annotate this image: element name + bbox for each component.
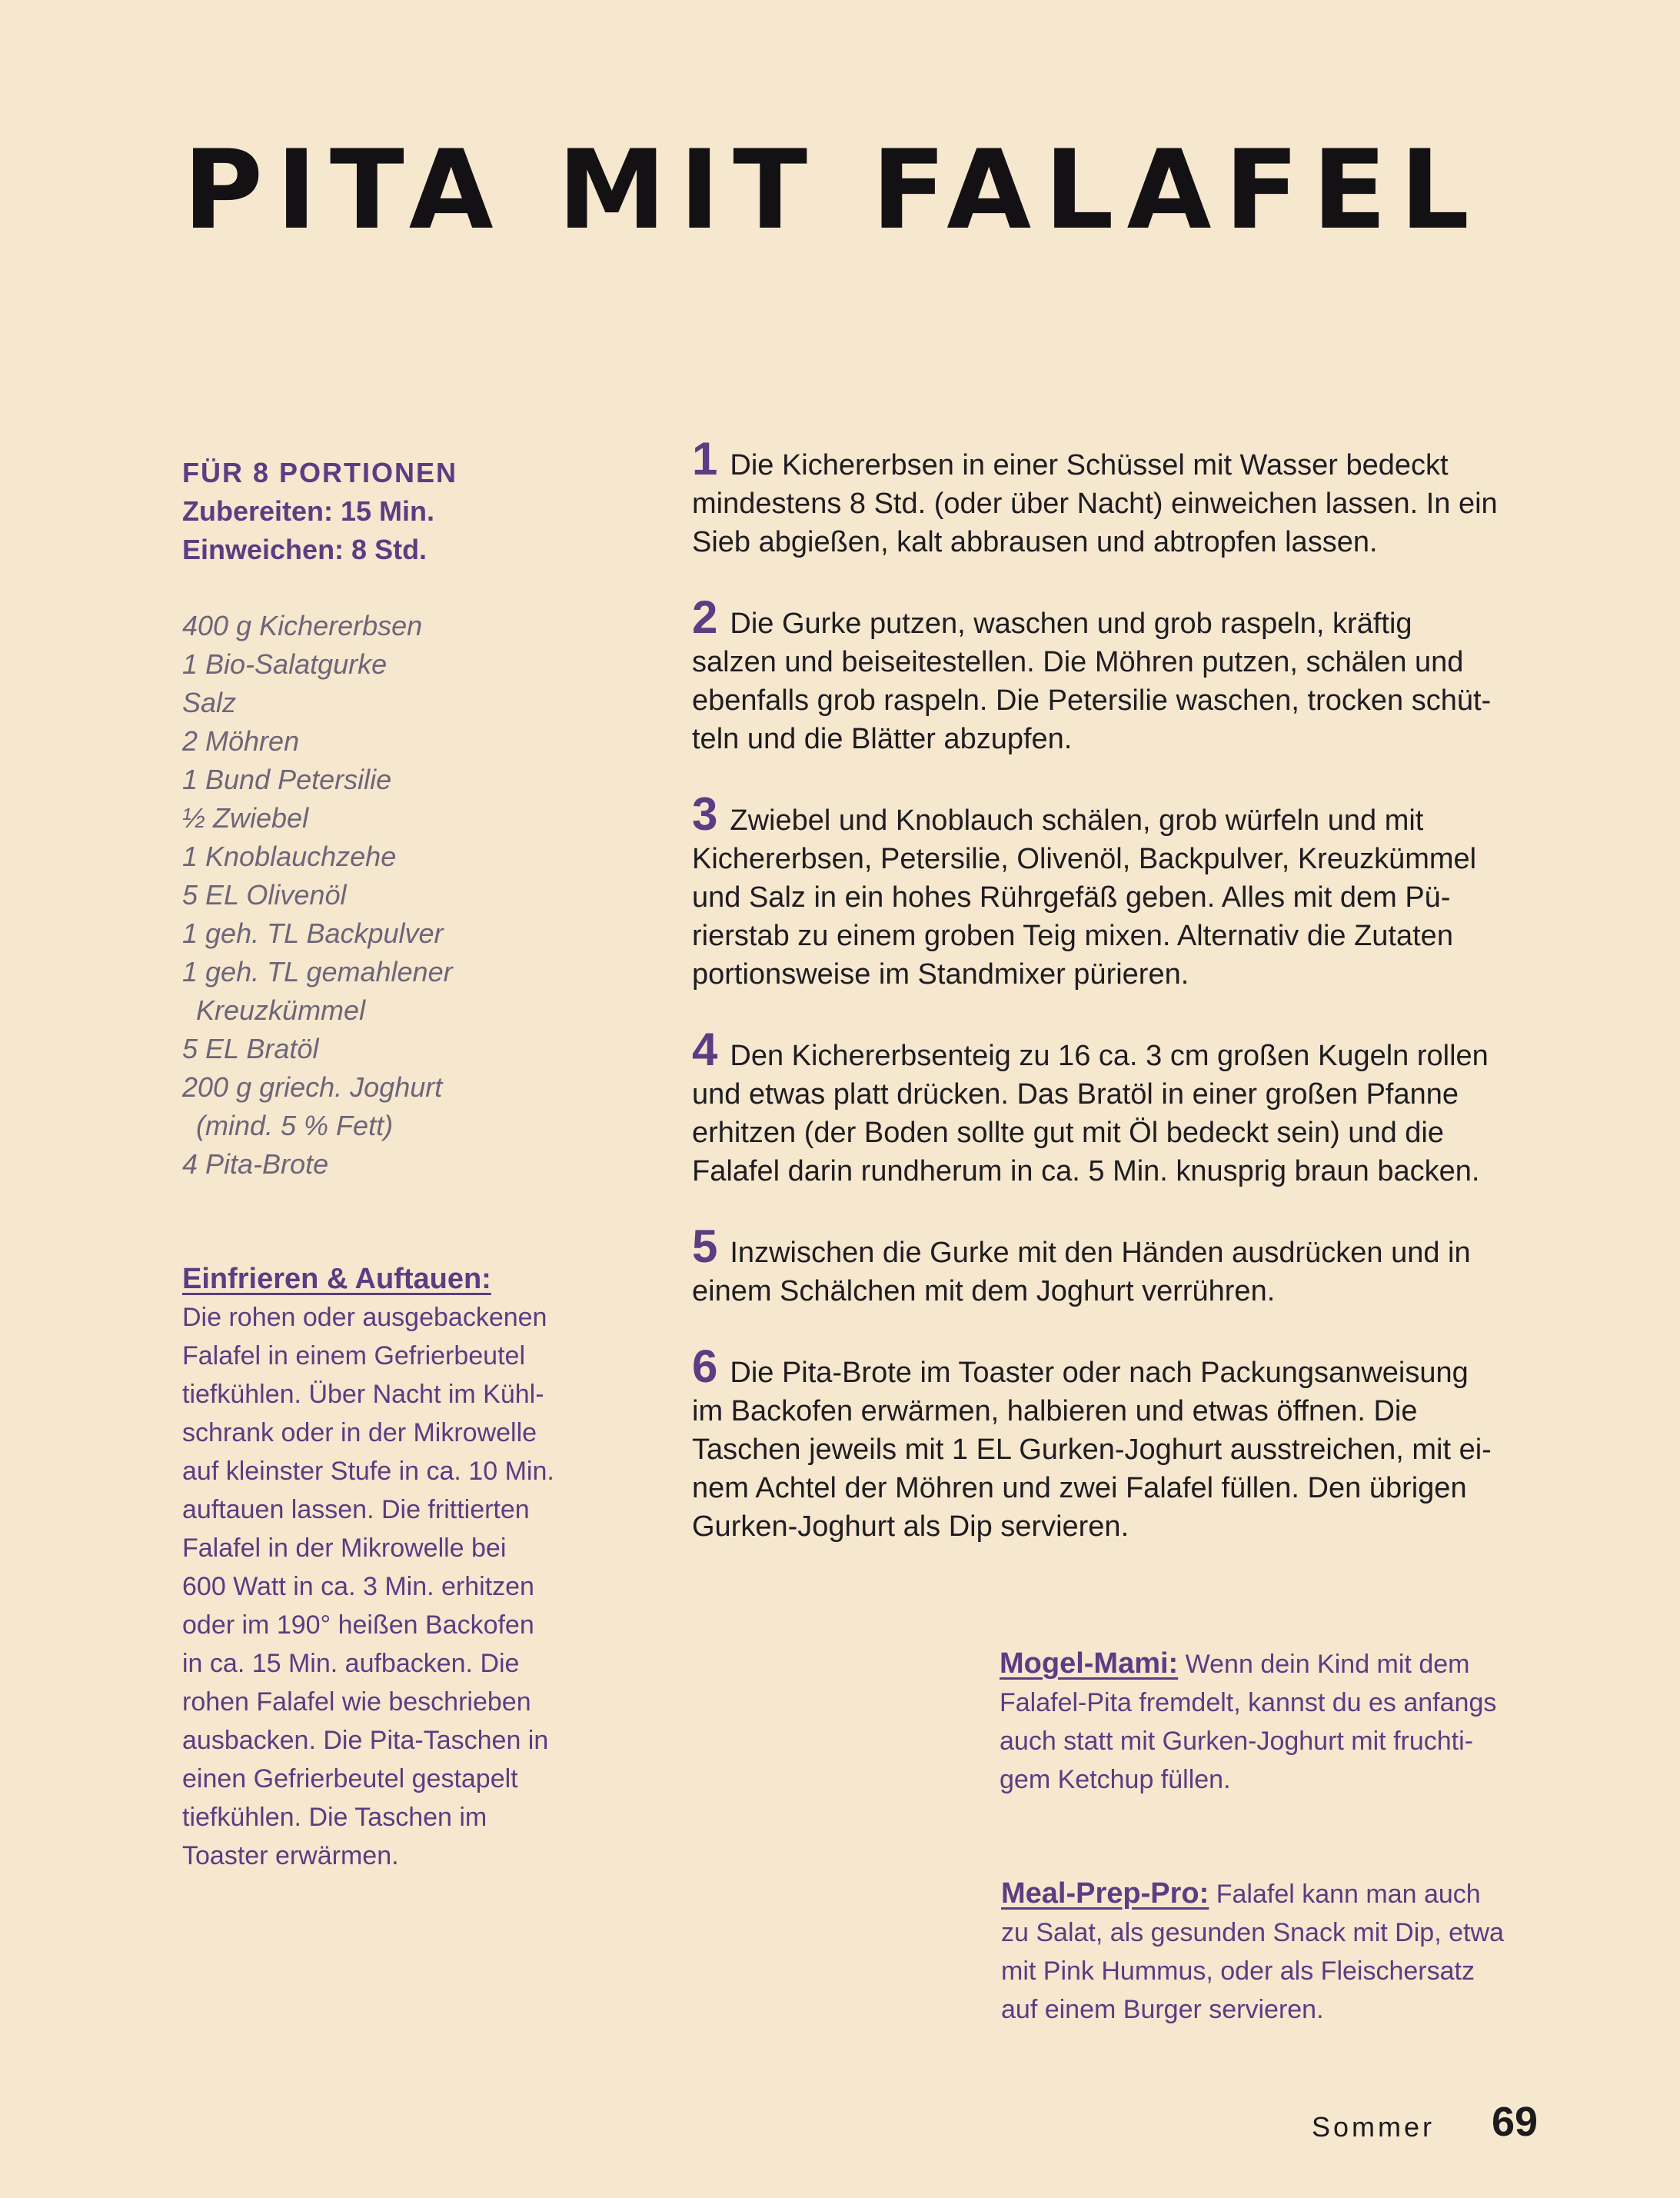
ingredient-item: 4 Pita-Brote xyxy=(182,1148,329,1180)
step-text: Die Pita-Brote im Toaster oder nach Packungsanweisung im Backofen erwärmen, halbieren und etwas öffnen. Die Taschen jeweils mit 1 EL Gurken-Joghurt ausstreichen, mit ei- nem Achtel der Möhren und zwei Falafel füllen. Den übrigen Gurken-Joghurt als Dip servieren. xyxy=(692,1357,1492,1543)
step-text: Inzwischen die Gurke mit den Händen ausdrücken und in einem Schälchen mit dem Joghurt verrühren. xyxy=(692,1237,1471,1307)
tip-label: Meal-Prep-Pro: xyxy=(1001,1877,1209,1910)
step-3 xyxy=(692,788,1545,994)
ingredient-item: (mind. 5 % Fett) xyxy=(196,1110,394,1141)
ingredient-item: Kreuzkümmel xyxy=(196,994,366,1026)
page-title: PITA MIT FALAFEL xyxy=(183,127,1482,254)
step-text: Zwiebel und Knoblauch schälen, grob würfeln und mit Kichererbsen, Petersilie, Olivenöl, Backpulver, Kreuzkümmel und Salz in ein hohes Rührgefäß geben. Alles mit dem Pü- rierstab zu einem groben Teig mixen. Alternativ die Zutaten portionsweise im Standmixer pürieren. xyxy=(692,804,1477,991)
ingredient-item: 200 g griech. Joghurt xyxy=(182,1071,443,1103)
step-number: 2 xyxy=(692,591,718,643)
soak-time: Einweichen: 8 Std. xyxy=(182,534,427,565)
ingredient-item: 5 EL Bratöl xyxy=(182,1033,319,1064)
step-2 xyxy=(692,591,1545,758)
step-5 xyxy=(692,1221,1545,1310)
step-number: 4 xyxy=(692,1024,718,1075)
step-text: Den Kichererbsenteig zu 16 ca. 3 cm großen Kugeln rollen und etwas platt drücken. Das Bratöl in einer großen Pfanne erhitzen (der Boden sollte gut mit Öl bedeckt sein) und die Falafel darin rundherum in ca. 5 Min. knusprig braun backen. xyxy=(692,1040,1489,1187)
page-number: 69 xyxy=(1492,2099,1539,2145)
step-number: 5 xyxy=(692,1221,718,1272)
ingredient-item: 400 g Kichererbsen xyxy=(182,610,423,641)
step-4 xyxy=(692,1024,1545,1191)
instruction-steps xyxy=(692,433,1545,1583)
ingredient-item: 1 Knoblauchzehe xyxy=(182,841,397,872)
footer-section-label: Sommer xyxy=(1312,2111,1435,2143)
ingredient-item: 5 EL Olivenöl xyxy=(182,879,347,911)
step-6 xyxy=(692,1340,1545,1546)
prep-time: Zubereiten: 15 Min. xyxy=(182,495,435,527)
step-text: Die Gurke putzen, waschen und grob raspeln, kräftig salzen und beiseitestellen. Die Möhren putzen, schälen und ebenfalls grob raspeln. Die Petersilie waschen, trocken schüt- teln und die Blätter abzupfen. xyxy=(692,608,1492,755)
step-number: 3 xyxy=(692,788,718,840)
ingredient-item: ½ Zwiebel xyxy=(182,802,309,834)
step-text: Die Kichererbsen in einer Schüssel mit Wasser bedeckt mindestens 8 Std. (oder über Nacht) einweichen lassen. In ein Sieb abgießen, kalt abbrausen und abtropfen lassen. xyxy=(692,449,1498,558)
tip-mogel-mami xyxy=(1000,1644,1553,1799)
ingredient-item: 1 Bio-Salatgurke xyxy=(182,648,388,680)
tip-meal-prep-pro xyxy=(1001,1874,1555,2029)
tip-text: Wenn dein Kind mit dem Falafel-Pita fremdelt, kannst du es anfangs auch statt mit Gurken-Joghurt mit fruchti- gem Ketchup füllen. xyxy=(1000,1650,1497,1794)
recipe-meta xyxy=(182,454,457,569)
ingredient-item: 1 Bund Petersilie xyxy=(182,764,392,795)
ingredient-item: 2 Möhren xyxy=(182,725,300,757)
ingredient-item: 1 geh. TL gemahlener xyxy=(182,956,453,987)
freeze-text: Die rohen oder ausgebackenen Falafel in einem Gefrierbeutel tiefkühlen. Über Nacht im Kühl- schrank oder in der Mikrowelle auf kleinster Stufe in ca. 10 Min. auftauen lassen. Die frittierten Falafel in der Mikrowelle bei 600 Watt in ca. 3 Min. erhitzen oder im 190° heißen Backofen in ca. 15 Min. aufbacken. Die rohen Falafel wie beschrieben ausbacken. Die Pita-Taschen in einen Gefrierbeutel gestapelt tiefkühlen. Die Taschen im Toaster erwärmen. xyxy=(182,1303,554,1870)
freeze-heading: Einfrieren & Auftauen: xyxy=(182,1263,491,1295)
step-number: 6 xyxy=(692,1340,718,1392)
tip-text: Falafel kann man auch zu Salat, als gesunden Snack mit Dip, etwa mit Pink Hummus, oder als Fleischersatz auf einem Burger servieren. xyxy=(1001,1880,1504,2024)
ingredient-item: Salz xyxy=(182,687,237,718)
tip-label: Mogel-Mami: xyxy=(1000,1647,1179,1680)
ingredient-item: 1 geh. TL Backpulver xyxy=(182,917,444,949)
ingredient-list xyxy=(182,607,453,1184)
portions-label: FÜR 8 PORTIONEN xyxy=(182,457,458,488)
step-1 xyxy=(692,433,1545,561)
freeze-box xyxy=(182,1260,597,1875)
step-number: 1 xyxy=(692,433,718,485)
